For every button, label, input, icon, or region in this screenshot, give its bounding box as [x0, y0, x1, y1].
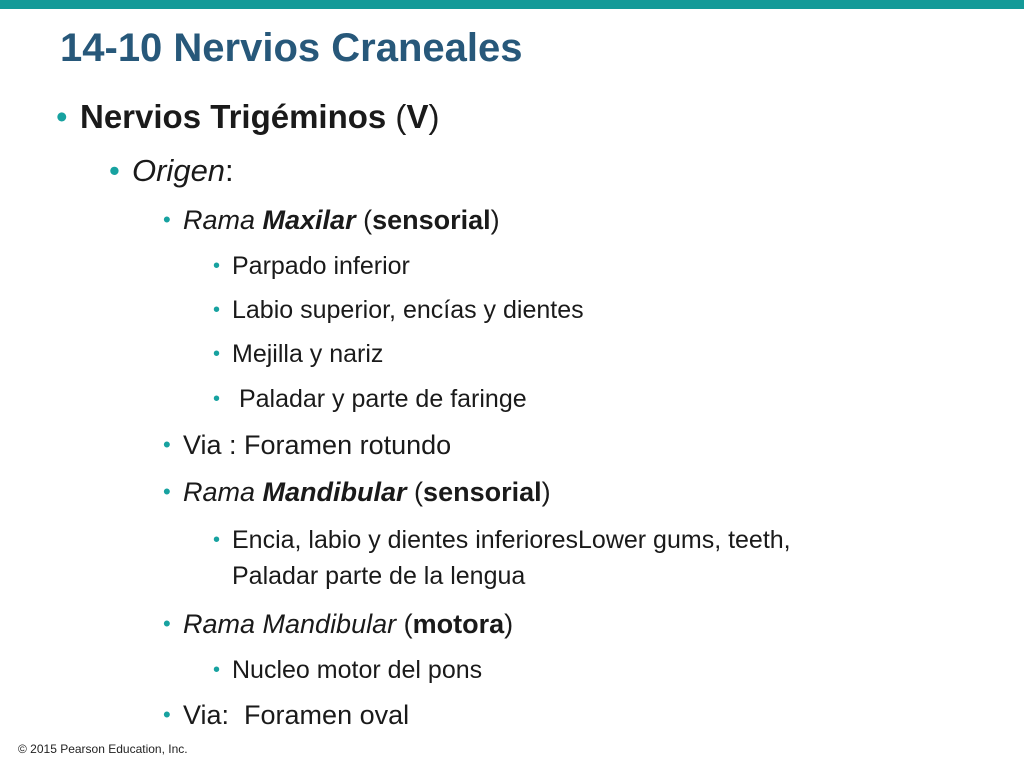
copyright-footer: © 2015 Pearson Education, Inc. — [18, 742, 188, 756]
bullet-dot-icon: • — [213, 659, 221, 681]
bullet-parpado — [213, 248, 410, 284]
bullet-dot-icon: • — [213, 529, 221, 551]
bullet-rama-maxilar — [163, 203, 500, 237]
bullet-dot-icon: • — [213, 388, 221, 410]
bullet-nucleo — [213, 652, 483, 688]
mandibular-m-rama: Rama Mandibular — [183, 609, 397, 639]
origen-colon: : — [225, 153, 234, 188]
mandibular-m-type: motora — [412, 609, 505, 639]
origen-label: Origen — [132, 153, 226, 188]
maxilar-paren-open: ( — [355, 205, 373, 235]
bullet-dot-icon: • — [109, 153, 120, 188]
mandibular-m-paren-close: ) — [504, 609, 514, 639]
maxilar-rama: Rama — [183, 205, 263, 235]
top-accent-bar — [0, 0, 1024, 9]
mandibular-s-type: sensorial — [423, 477, 542, 507]
labio-text: Labio superior, encías y dientes — [232, 296, 584, 324]
bullet-paladar — [213, 381, 527, 417]
bullet-dot-icon: • — [163, 207, 171, 232]
mandibular-s-paren-open: ( — [406, 477, 424, 507]
slide-title: 14-10 Nervios Craneales — [60, 26, 523, 70]
bullet-rama-mandibular-sensorial — [163, 475, 551, 509]
bullet-via-oval — [163, 698, 410, 732]
bullet-trigeminos — [56, 97, 440, 137]
trigeminos-paren-open: ( — [386, 98, 407, 135]
parpado-text: Parpado inferior — [232, 252, 410, 280]
encia-text-line1: Encia, labio y dientes inferioresLower gums, teeth, — [232, 526, 791, 554]
mandibular-m-paren-open: ( — [396, 609, 413, 639]
bullet-origen — [109, 152, 234, 190]
via-oval-text: Via: Foramen oval — [183, 700, 410, 730]
encia-text-line2: Paladar parte de la lengua — [232, 562, 526, 590]
bullet-labio — [213, 292, 584, 328]
nucleo-text: Nucleo motor del pons — [232, 656, 483, 684]
mandibular-s-name: Mandibular — [262, 477, 407, 507]
maxilar-name: Maxilar — [262, 205, 356, 235]
maxilar-paren-close: ) — [490, 205, 500, 235]
bullet-via-rotundo — [163, 428, 452, 462]
bullet-dot-icon: • — [163, 479, 171, 504]
bullet-dot-icon: • — [213, 255, 221, 277]
bullet-encia — [213, 522, 791, 594]
mandibular-s-rama: Rama — [183, 477, 263, 507]
mejilla-text: Mejilla y nariz — [232, 340, 384, 368]
bullet-dot-icon: • — [163, 702, 171, 727]
trigeminos-paren-close: ) — [428, 98, 440, 135]
trigeminos-roman: V — [406, 98, 429, 135]
bullet-dot-icon: • — [213, 343, 221, 365]
maxilar-type: sensorial — [372, 205, 491, 235]
bullet-mejilla — [213, 336, 384, 372]
bullet-dot-icon: • — [213, 299, 221, 321]
mandibular-s-paren-close: ) — [541, 477, 551, 507]
bullet-dot-icon: • — [163, 611, 171, 636]
trigeminos-label: Nervios Trigéminos — [80, 98, 387, 135]
bullet-rama-mandibular-motora — [163, 607, 514, 641]
bullet-dot-icon: • — [163, 432, 171, 457]
bullet-dot-icon: • — [56, 98, 68, 135]
paladar-text: Paladar y parte de faringe — [232, 385, 527, 413]
via-rotundo-text: Via : Foramen rotundo — [183, 430, 452, 460]
